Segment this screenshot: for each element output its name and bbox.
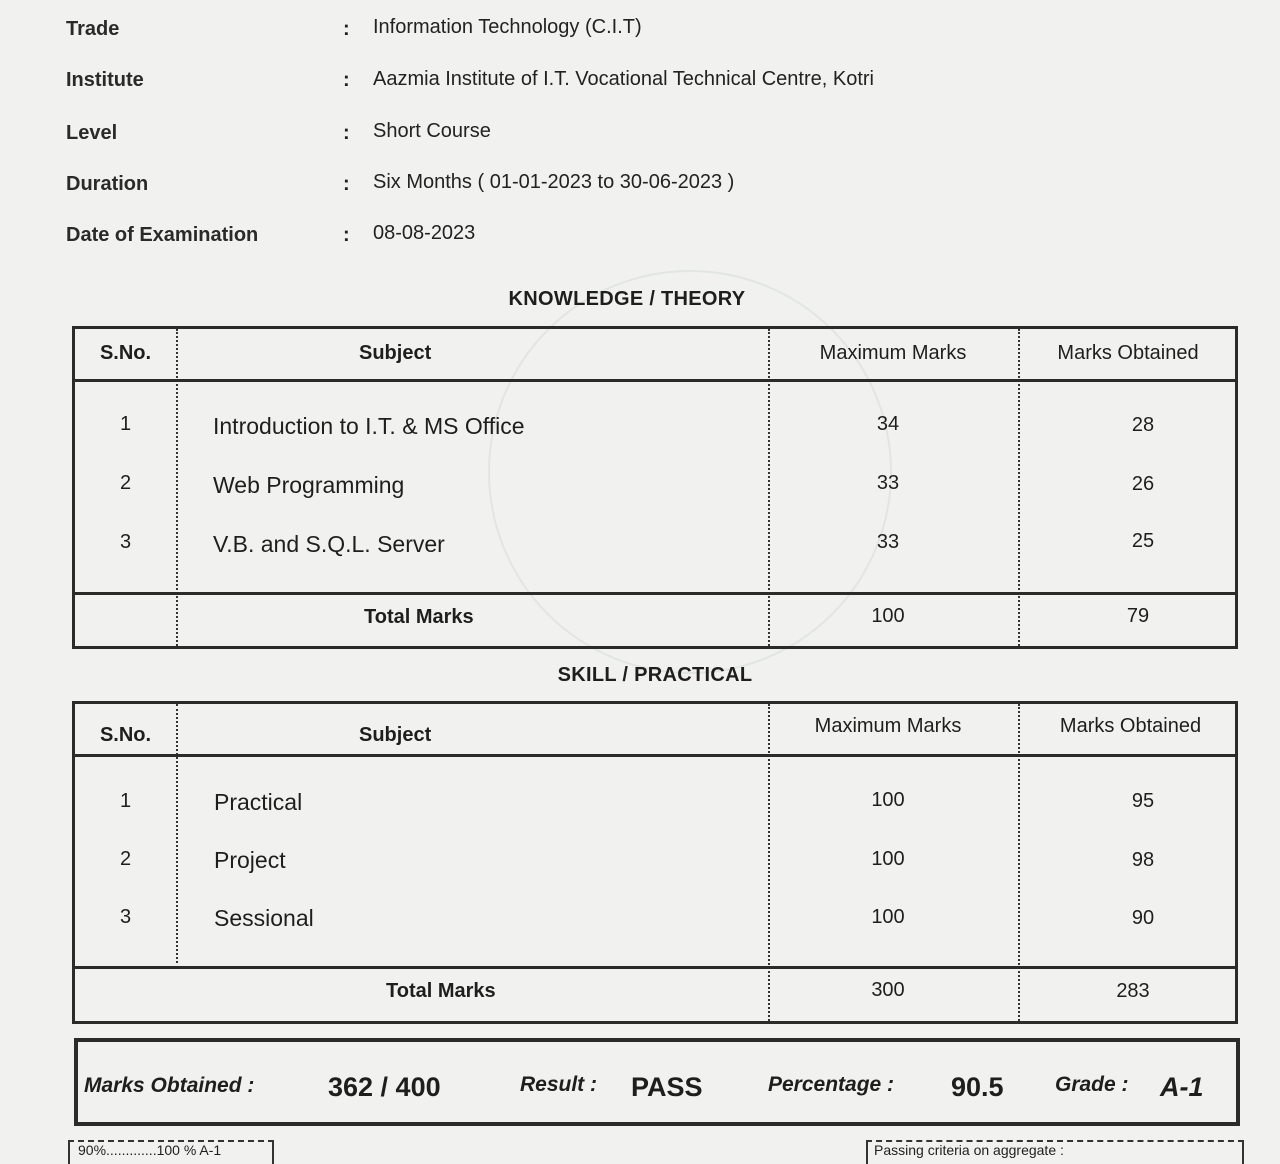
info-value-institute: Aazmia Institute of I.T. Vocational Technical Centre, Kotri <box>373 68 874 90</box>
row-obtained: 25 <box>1131 530 1155 552</box>
row-obtained: 98 <box>1131 849 1155 871</box>
row-subject: Project <box>214 847 286 873</box>
grade-value: A-1 <box>1160 1072 1204 1102</box>
grade-label: Grade : <box>1055 1073 1129 1096</box>
row-max: 100 <box>871 906 905 928</box>
row-max: 33 <box>876 531 900 553</box>
total-max: 100 <box>871 605 905 627</box>
total-max: 300 <box>871 979 905 1001</box>
result-label: Result : <box>520 1073 598 1096</box>
row-obtained: 28 <box>1131 414 1155 436</box>
info-value-duration: Six Months ( 01-01-2023 to 30-06-2023 ) <box>373 171 735 193</box>
marks-obtained-label: Marks Obtained : <box>84 1074 255 1097</box>
row-sno: 3 <box>119 531 132 553</box>
header-sno: S.No. <box>99 724 152 746</box>
theory-title: KNOWLEDGE / THEORY <box>508 288 746 310</box>
passing-criteria-text: Passing criteria on aggregate : <box>874 1142 1064 1158</box>
row-sno: 1 <box>119 413 132 435</box>
row-subject: Web Programming <box>213 472 405 498</box>
grade-scale-text: 90%.............100 % A-1 <box>78 1142 222 1158</box>
info-label-duration: Duration <box>66 173 149 195</box>
total-obtained: 283 <box>1116 980 1150 1002</box>
marks-obtained-value: 362 / 400 <box>328 1072 441 1102</box>
header-subject: Subject <box>359 342 432 364</box>
info-colon: : <box>343 173 350 195</box>
info-colon: : <box>343 69 350 91</box>
total-obtained: 79 <box>1126 605 1150 627</box>
total-divider <box>75 592 1235 595</box>
total-label: Total Marks <box>386 980 496 1002</box>
row-sno: 3 <box>119 906 132 928</box>
row-sno: 2 <box>119 472 132 494</box>
info-colon: : <box>343 224 350 246</box>
total-divider <box>75 966 1235 969</box>
row-obtained: 95 <box>1131 790 1155 812</box>
info-label-institute: Institute <box>66 69 144 91</box>
info-label-level: Level <box>66 122 118 144</box>
theory-table <box>72 326 1238 649</box>
result-value: PASS <box>631 1072 703 1102</box>
info-label-exam-date: Date of Examination <box>66 224 259 246</box>
header-marks-obtained: Marks Obtained <box>1057 342 1199 364</box>
info-label-trade: Trade <box>66 18 120 40</box>
row-max: 100 <box>871 789 905 811</box>
info-value-trade: Information Technology (C.I.T) <box>373 16 642 38</box>
info-value-level: Short Course <box>373 120 491 142</box>
header-divider <box>75 754 1235 757</box>
header-divider <box>75 379 1235 382</box>
row-subject: Sessional <box>214 905 314 931</box>
info-value-exam-date: 08-08-2023 <box>373 222 476 244</box>
row-subject: Practical <box>214 789 303 815</box>
row-max: 100 <box>871 848 905 870</box>
row-max: 33 <box>876 472 900 494</box>
info-colon: : <box>343 122 350 144</box>
row-max: 34 <box>876 413 900 435</box>
info-colon: : <box>343 18 350 40</box>
column-divider <box>176 704 178 963</box>
row-obtained: 90 <box>1131 907 1155 929</box>
header-max-marks: Maximum Marks <box>819 342 967 364</box>
practical-table <box>72 701 1238 1024</box>
percentage-value: 90.5 <box>951 1072 1004 1102</box>
row-sno: 2 <box>119 848 132 870</box>
passing-criteria-box <box>866 1140 1244 1164</box>
result-summary <box>74 1038 1240 1126</box>
grade-scale-box <box>68 1140 274 1164</box>
header-marks-obtained: Marks Obtained <box>1059 715 1202 737</box>
header-sno: S.No. <box>99 342 152 364</box>
row-obtained: 26 <box>1131 473 1155 495</box>
row-sno: 1 <box>119 790 132 812</box>
practical-title: SKILL / PRACTICAL <box>557 664 753 686</box>
header-max-marks: Maximum Marks <box>814 715 962 737</box>
percentage-label: Percentage : <box>768 1073 895 1096</box>
header-subject: Subject <box>359 724 432 746</box>
total-label: Total Marks <box>364 606 474 628</box>
row-subject: V.B. and S.Q.L. Server <box>213 531 445 557</box>
column-divider <box>176 329 178 646</box>
row-subject: Introduction to I.T. & MS Office <box>213 413 525 439</box>
